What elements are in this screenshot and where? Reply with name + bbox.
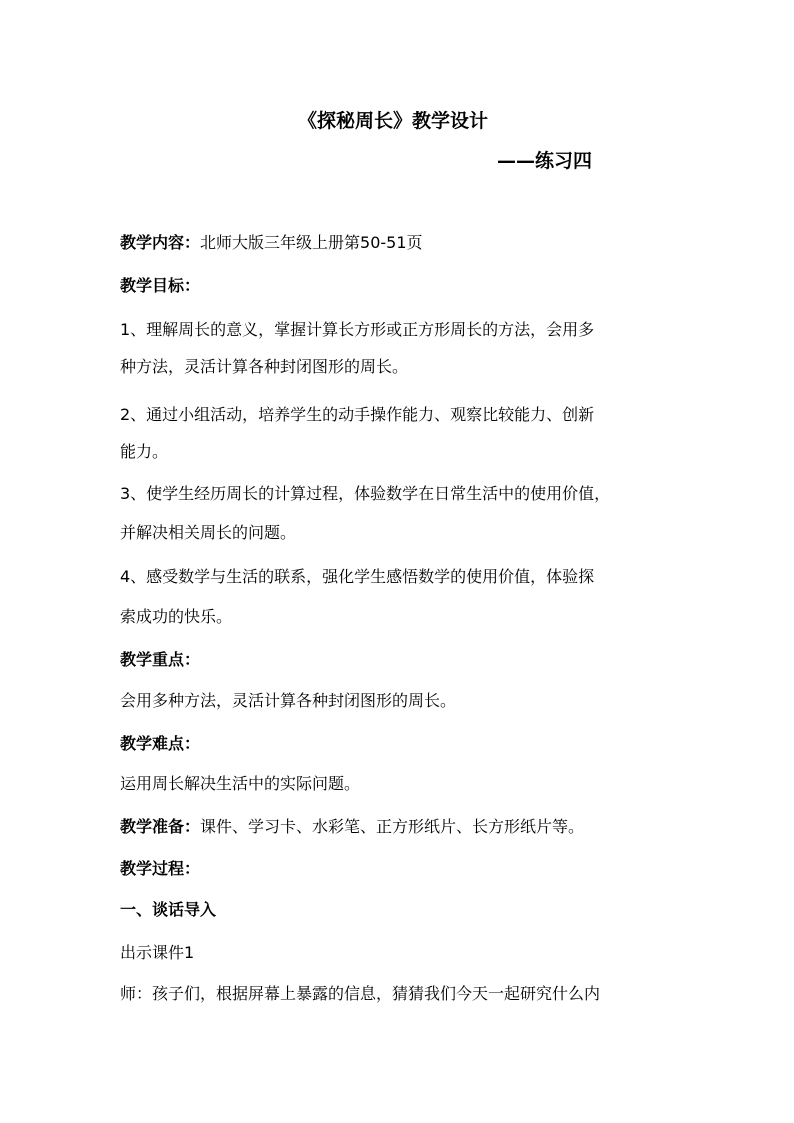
process-heading: 教学过程： [120,859,201,878]
difficulty-heading: 教学难点： [120,734,201,753]
goal-1-line-2: 种方法，灵活计算各种封闭图形的周长。 [120,357,409,376]
goal-4-line-1: 4、感受数学与生活的联系，强化学生感悟数学的使用价值，体验探 [120,567,595,586]
goal-4-line-2: 索成功的快乐。 [120,607,233,626]
key-points-text: 会用多种方法，灵活计算各种封闭图形的周长。 [120,691,457,710]
preparation-line [120,817,690,837]
section-1-heading: 一、谈话导入 [120,900,217,919]
difficulty-text: 运用周长解决生活中的实际问题。 [120,774,361,793]
content-line [120,233,690,253]
content-label: 教学内容： [120,233,201,252]
document-title: 《探秘周长》教学设计 [298,110,489,132]
content-text: 北师大版三年级上册第50-51页 [200,233,423,252]
goal-3-line-1: 3、使学生经历周长的计算过程，体验数学在日常生活中的使用价值， [120,484,611,503]
goal-1-line-1: 1、理解周长的意义，掌握计算长方形或正方形周长的方法，会用多 [120,320,595,339]
goals-heading: 教学目标： [120,276,201,295]
goal-2-line-1: 2、通过小组活动，培养学生的动手操作能力、观察比较能力、创新 [120,405,595,424]
courseware-note: 出示课件1 [120,943,195,962]
teacher-dialogue: 师：孩子们，根据屏幕上暴露的信息，猜猜我们今天一起研究什么内 [120,984,601,1003]
key-points-heading: 教学重点： [120,650,201,669]
preparation-text: 课件、学习卡、水彩笔、正方形纸片、长方形纸片等。 [200,817,585,836]
goal-3-line-2: 并解决相关周长的问题。 [120,523,297,542]
preparation-label: 教学准备： [120,817,201,836]
document-subtitle: ——练习四 [497,150,593,172]
goal-2-line-2: 能力。 [120,442,169,461]
